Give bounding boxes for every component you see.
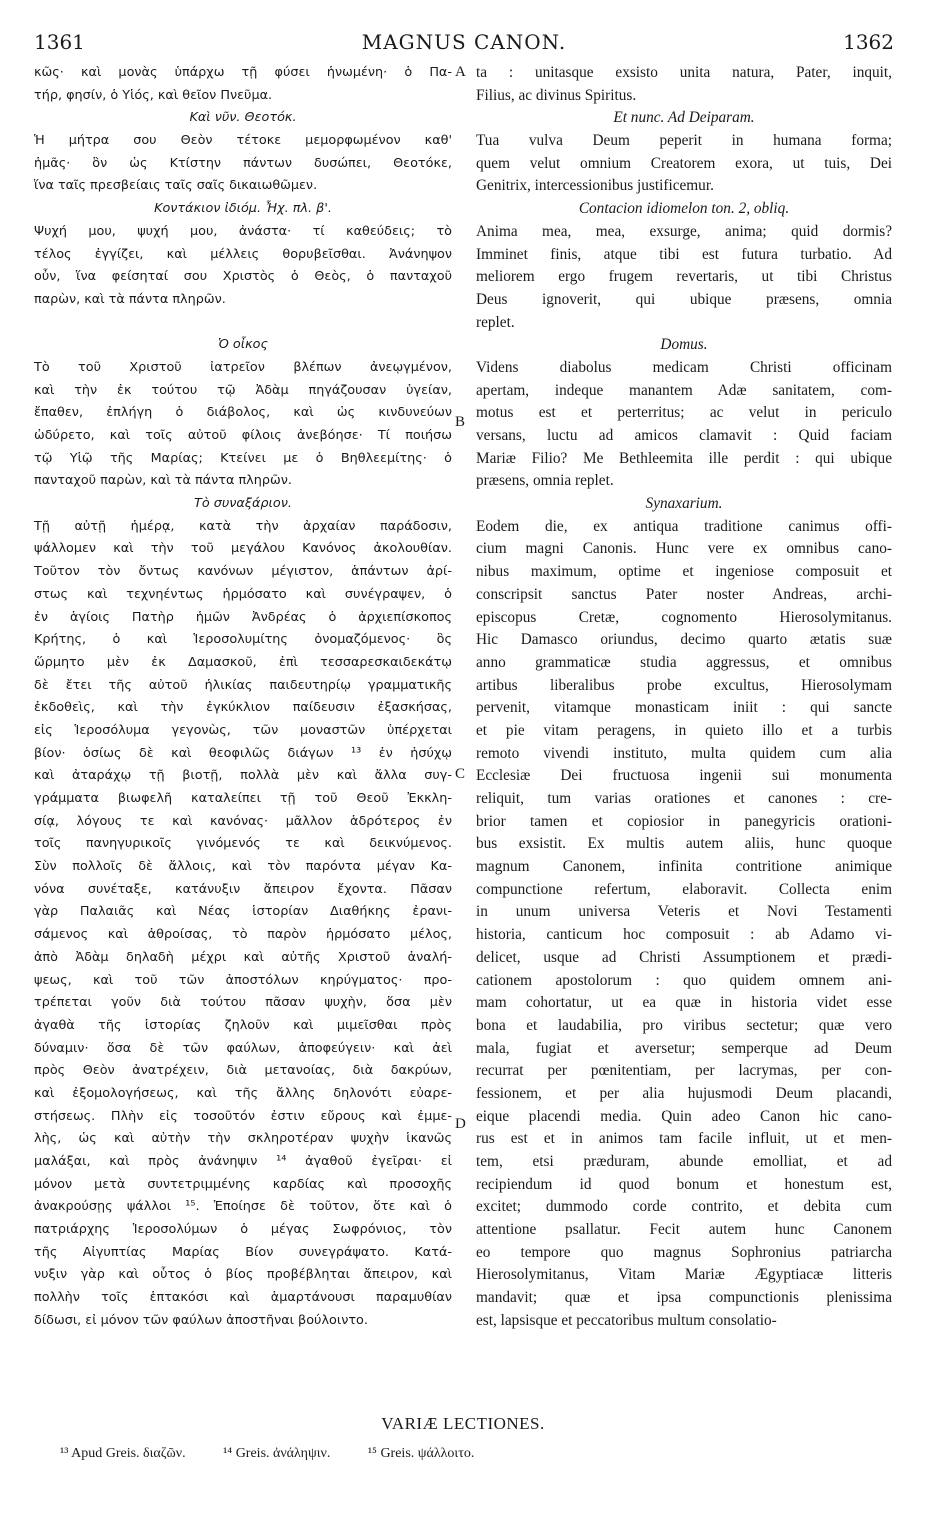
- page-number-right: 1362: [843, 30, 894, 54]
- greek-text-line: μαλάξαι, καὶ πρὸς ἀνάνηψιν ¹⁴ ἀγαθοῦ ἐγεῖραι· εἰ: [34, 1154, 452, 1169]
- greek-text-line: Τοῦτον τὸν ὄντως κανόνων μέγιστον, ἁπάντων ἀρί-: [34, 564, 452, 580]
- latin-text-line: cium magni Canonis. Hunc vere ex omnibus cano-: [476, 540, 892, 558]
- greek-text-line: καὶ ἀταράχῳ τῇ βιοτῇ, πολλὰ μὲν καὶ ἄλλα συγ-: [34, 768, 452, 784]
- greek-text-line: Ψυχή μου, ψυχή μου, ἀνάστα· τί καθεύδεις; τὸ: [34, 223, 452, 239]
- greek-text-line: πανταχοῦ παρὼν, καὶ τὰ πάντα πληρῶν.: [34, 473, 292, 489]
- latin-text-line: brior tamen et copiosior in panegyricis orationi-: [476, 812, 892, 830]
- greek-text-line: γράμματα βιωφελῆ καταλείπει τῇ τοῦ Θεοῦ Ἐκκλη-: [34, 791, 452, 806]
- greek-text-line: τρέπεται γοῦν διὰ τούτου πᾶσαν ψυχὴν, ὅσα μὲν: [34, 995, 452, 1011]
- latin-text-line: recurrat per pœnitentiam, per lacrymas, per con-: [476, 1062, 892, 1080]
- greek-column: [34, 62, 452, 1333]
- greek-text-line: σάμενος καὶ ἀθροίσας, τὸ παρὸν ἡρμόσατο μέλος,: [34, 927, 452, 943]
- latin-text-line: motus est et perterritus; ac velut in periculo: [476, 404, 892, 422]
- latin-text-line: nibus maximum, optime et ingeniose composuit et: [476, 563, 892, 581]
- latin-text-line: Ecclesiæ Dei fructuosa ingenii sui monumenta: [476, 767, 892, 785]
- latin-text-line: Domus.: [660, 336, 708, 354]
- greek-text-line: ἐν ἁγίοις Πατὴρ ἡμῶν Ἀνδρέας ὁ ἀρχιεπίσκοπος: [34, 609, 452, 625]
- latin-text-line: historia, canticum hoc composuit : ab Adamo vi-: [476, 926, 892, 944]
- greek-text-line: νυξιν γὰρ καὶ οὗτος ὁ βίος προβέβληται ἄπειρον, καὶ: [34, 1267, 452, 1283]
- footnote-15: ¹⁵ Greis. ψάλλοιτο.: [367, 1446, 475, 1461]
- latin-text-line: magnum Canonem, infinita contritione animique: [476, 858, 892, 876]
- greek-text-line: δίδωσι, εἰ μόνον τῶν φαύλων ἀποστῆναι βούλοιντο.: [34, 1312, 368, 1328]
- greek-text-line: Καὶ νῦν. Θεοτόκ.: [189, 110, 297, 126]
- greek-text-line: Ὁ οἶκος: [218, 337, 268, 353]
- latin-text-line: episcopus Cretæ, cognomento Hierosolymitanus.: [476, 608, 892, 626]
- greek-text-line: σίᾳ, λόγους τε καὶ κανόνας· μᾶλλον ἁδρότερος ἐν: [34, 813, 452, 829]
- footnote-13: ¹³ Apud Greis. διαζῶν.: [60, 1446, 186, 1461]
- latin-text-line: Imminet finis, atque tibi est futura turbatio. Ad: [476, 245, 892, 263]
- greek-text-line: ἐκδοθεὶς, καὶ τὴν ἐγκύκλιον παίδευσιν ἐξασκήσας,: [34, 700, 452, 716]
- latin-text-line: quem velut omnium Creatorem exora, ut tuis, Dei: [476, 154, 892, 172]
- greek-text-line: Τὸ συναξάριον.: [194, 496, 292, 512]
- latin-text-line: compunctione refertum, elaboravit. Collecta enim: [476, 880, 892, 898]
- latin-text-line: artibus liberalibus probe excultus, Hierosolymam: [476, 676, 892, 694]
- latin-text-line: excitet; dummodo corde contrito, et debita cum: [476, 1198, 892, 1216]
- greek-text-line: ἔπαθεν, ἐπλήγη ὁ διάβολος, καὶ ὡς κινδυνεύων: [34, 405, 452, 421]
- greek-text-line: πατριάρχης Ἱεροσολύμων ὁ μέγας Σωφρόνιος, τὸν: [34, 1222, 452, 1238]
- greek-text-line: οὖν, ἵνα φείσηταί σου Χριστὸς ὁ Θεὸς, ὁ πανταχοῦ: [34, 269, 452, 285]
- greek-text-line: κῶς· καὶ μονὰς ὑπάρχω τῇ φύσει ἡνωμένη· ὁ Πα-: [34, 65, 452, 80]
- latin-column: [476, 62, 892, 1333]
- greek-text-line: ψεως, καὶ τοῦ τῶν ἀποστόλων κηρύγματος· προ-: [34, 972, 452, 988]
- greek-text-line: τῷ Υἱῷ τῆς Μαρίας; Κτείνει με ὁ Βηθλεεμίτης· ὁ: [34, 450, 452, 466]
- latin-text-line: fessionem, et per alia hujusmodi Deum placandi,: [476, 1084, 892, 1102]
- latin-text-line: replet.: [476, 313, 515, 331]
- latin-text-line: est, lapsisque et peccatoribus multum consolatio-: [476, 1311, 777, 1329]
- greek-text-line: Κρήτης, ὁ καὶ Ἱεροσολυμίτης ὀνομαζόμενος· ὃς: [34, 632, 452, 648]
- variae-lectiones-notes: [60, 1446, 880, 1462]
- greek-text-line: Ἡ μήτρα σου Θεὸν τέτοκε μεμορφωμένον καθ': [34, 133, 452, 149]
- latin-text-line: conscripsit sanctus Pater noster Andreas, archi-: [476, 585, 892, 603]
- latin-text-line: Hierosolymitanus, Vitam Mariæ Ægyptiacæ litteris: [476, 1266, 892, 1284]
- latin-text-line: et pie vitam peragens, in quieto illo et a turbis: [476, 721, 892, 739]
- greek-text-line: πολλὴν τοῖς ἑπτακόσι καὶ ἁμαρτάνουσι παραμυθίαν: [34, 1290, 452, 1306]
- latin-text-line: Genitrix, intercessionibus justificemur.: [476, 177, 714, 195]
- greek-text-line: Τῇ αὐτῇ ἡμέρᾳ, κατὰ τὴν ἀρχαίαν παράδοσιν,: [34, 518, 452, 534]
- latin-text-line: Contacion idiomelon ton. 2, obliq.: [578, 200, 790, 218]
- greek-text-line: δύναμιν· ὅσα δὲ τῶν φαύλων, ἀποφεύγειν· καὶ ἀεὶ: [34, 1040, 452, 1056]
- latin-text-line: delicet, usque ad Christi Assumptionem et prædi-: [476, 948, 892, 966]
- greek-text-line: Σὺν πολλοῖς δὲ ἄλλοις, καὶ τὸν παρόντα μέγαν Κα-: [34, 859, 452, 875]
- greek-text-line: μόνον μετὰ συντετριμμένης καρδίας καὶ προσοχῆς: [34, 1176, 452, 1192]
- greek-text-line: καὶ τὴν ἐκ τούτου τῷ Ἀδὰμ πηγάζουσαν ὑγείαν,: [34, 382, 452, 398]
- footnote-14: ¹⁴ Greis. ἀνάληψιν.: [223, 1446, 331, 1461]
- greek-text-line: στήσεως. Πλὴν εἰς τοσοῦτόν ἐστιν εὔρους καὶ ἐμμε-: [34, 1108, 452, 1124]
- latin-text-line: Filius, ac divinus Spiritus.: [476, 86, 637, 104]
- greek-text-line: τοῖς πανηγυρικοῖς γινόμενός τε καὶ δεικνύμενος.: [34, 836, 452, 852]
- greek-text-line: ἡμᾶς· ὃν ὡς Κτίστην πάντων δυσώπει, Θεοτόκε,: [34, 155, 452, 171]
- greek-text-line: τέλος ἐγγίζει, καὶ μέλλεις θορυβεῖσθαι. Ἀνάνηψον: [34, 246, 452, 262]
- latin-text-line: anno grammaticæ studia aggressus, et omnibus: [476, 653, 892, 671]
- greek-text-line: γὰρ Παλαιᾶς καὶ Νέας ἱστορίαν Διαθήκης ἐρανι-: [34, 904, 452, 920]
- greek-text-line: δὲ ἔτει τῆς αὐτοῦ ἡλικίας παιδευτηρίῳ γραμματικῆς: [34, 677, 452, 693]
- greek-text-line: τήρ, φησίν, ὁ Υἱός, καὶ θεῖον Πνεῦμα.: [34, 87, 273, 103]
- greek-text-line: τῆς Αἰγυπτίας Μαρίας Βίον συνεγράψατο. Κατά-: [34, 1244, 452, 1260]
- latin-text-line: apertam, indeque manantem Adæ sanitatem, com-: [476, 381, 892, 399]
- latin-text-line: bona et laudabilia, pro viribus sectetur; quæ vero: [476, 1016, 892, 1034]
- greek-text-line: παρὼν, καὶ τὰ πάντα πληρῶν.: [34, 291, 226, 307]
- latin-text-line: recipiendum id quod bonum et honestum est,: [476, 1175, 892, 1193]
- latin-text-line: rus est et in animos tam facile influit, ut et men-: [476, 1130, 892, 1148]
- greek-text-line: Τὸ τοῦ Χριστοῦ ἰατρεῖον βλέπων ἀνεῳγμένον,: [34, 359, 452, 375]
- page-header: [34, 30, 894, 58]
- greek-text-line: ψάλλομεν καὶ τὴν τοῦ μεγάλου Κανόνος ἀκολουθίαν.: [34, 541, 452, 557]
- page-number-left: 1361: [34, 30, 85, 54]
- latin-text-line: bus exsistit. Ex multis autem aliis, hunc quoque: [476, 835, 892, 853]
- latin-text-line: versans, luctu ad amicos clamavit : Quid faciam: [476, 427, 892, 444]
- latin-text-line: Hic Damasco oriundus, decimo quarto ætatis suæ: [476, 631, 892, 649]
- margin-letter-b: B: [455, 414, 466, 430]
- greek-text-line: πρὸς Θεὸν ἀνατρέχειν, διὰ μετανοίας, διὰ δακρύων,: [34, 1063, 452, 1079]
- latin-text-line: mam cohortatur, ut ea quæ in historia videt esse: [476, 994, 892, 1012]
- latin-text-line: Et nunc. Ad Deiparam.: [613, 109, 755, 127]
- latin-text-line: Synaxarium.: [645, 495, 723, 513]
- latin-text-line: eo tempore quo magnus Sophronius patriarcha: [476, 1243, 892, 1261]
- running-title: MAGNUS CANON.: [361, 30, 567, 54]
- margin-letter-c: C: [455, 766, 466, 782]
- greek-text-line: ἀγαθὰ τῆς ἱστορίας ζηλοῦν καὶ μιμεῖσθαι πρὸς: [34, 1017, 452, 1033]
- latin-text-line: tem, etsi præduram, abunde emolliat, et ad: [476, 1153, 892, 1170]
- greek-text-line: νόνα συνέταξε, κατάνυξιν ἄπειρον ἔχοντα. Πᾶσαν: [34, 881, 452, 897]
- latin-text-line: pervenit, vitamque monasticam iniit : qui sancte: [476, 699, 892, 717]
- greek-text-line: [34, 312, 452, 335]
- greek-text-line: ὠδύρετο, καὶ τοῖς αὐτοῦ φίλοις ἀνεβόησε· Τί ποιήσω: [34, 428, 452, 443]
- latin-text-line: ta : unitasque exsisto unita natura, Pater, inquit,: [476, 64, 892, 81]
- latin-text-line: præsens, omnia replet.: [476, 472, 614, 490]
- latin-text-line: meliorem ergo frugem revertaris, ut tibi Christus: [476, 268, 892, 286]
- greek-text-line: ὥρμητο μὲν ἐκ Δαμασκοῦ, ἐπὶ τεσσαρεσκαιδεκάτῳ: [34, 654, 452, 670]
- latin-text-line: mandavit; quæ et ipsa compunctionis plenissima: [476, 1289, 892, 1307]
- latin-text-line: Eodem die, ex antiqua traditione canimus offi-: [476, 517, 892, 535]
- greek-text-line: ἀπὸ Ἀδὰμ δηλαδὴ μέχρι καὶ αὐτῆς Χριστοῦ ἀναλή-: [34, 949, 452, 965]
- latin-text-line: Videns diabolus medicam Christi officinam: [476, 358, 892, 376]
- latin-text-line: remoto vivendi instituto, multa quidem cum alia: [476, 744, 892, 762]
- latin-text-line: Tua vulva Deum peperit in humana forma;: [476, 132, 892, 150]
- latin-text-line: Deus ignoverit, qui ubique præsens, omnia: [476, 290, 892, 308]
- greek-text-line: ἵνα ταῖς πρεσβείαις ταῖς σαῖς δικαιωθῶμεν.: [34, 178, 318, 194]
- margin-letter-d: D: [455, 1116, 466, 1132]
- latin-text-line: Mariæ Filio? Me Bethleemita ille perdit : qui ubique: [476, 449, 892, 467]
- greek-text-line: λὴς, ὡς καὶ αὐτὴν τὴν σκληροτέραν ψυχὴν ἱκανῶς: [34, 1131, 452, 1147]
- latin-text-line: Anima mea, mea, exsurge, anima; quid dormis?: [476, 222, 892, 240]
- latin-text-line: cationem apostolorum : quo quidem omnem ani-: [476, 971, 892, 989]
- variae-lectiones-title: VARIÆ LECTIONES.: [381, 1414, 545, 1433]
- greek-text-line: εἰς Ἱεροσόλυμα γεγονὼς, τῶν μοναστῶν ὑπέρχεται: [34, 722, 452, 738]
- greek-text-line: βίον· ὁσίως δὲ καὶ θεοφιλῶς διάγων ¹³ ἐν ἡσύχῳ: [34, 745, 452, 761]
- margin-letter-a: A: [455, 64, 466, 80]
- latin-text-line: eique placendi media. Quin adeo Canon hic cano-: [476, 1107, 892, 1125]
- latin-text-line: mala, fugiat et aversetur; semperque ad Deum: [476, 1039, 892, 1057]
- latin-text-line: attentione psallatur. Fecit autem hunc Canonem: [476, 1221, 892, 1239]
- greek-text-line: Κοντάκιον ἰδιόμ. Ἦχ. πλ. β'.: [154, 201, 332, 217]
- latin-text-line: in unum universa Veteris et Novi Testamenti: [476, 903, 892, 921]
- latin-text-line: reliquit, tum varias orationes et canones : cre-: [476, 790, 892, 807]
- greek-text-line: ἀνακρούσῃς ψάλλοι ¹⁵. Ἐποίησε δὲ τοῦτον, ὅτε καὶ ὁ: [34, 1199, 452, 1215]
- greek-text-line: καὶ ἐξομολογήσεως, καὶ τῆς ἄλλης δηλονότι εὐαρε-: [34, 1085, 452, 1101]
- greek-text-line: στως καὶ τεχνηέντως ἡρμόσατο καὶ συνέγραψεν, ὁ: [34, 586, 452, 602]
